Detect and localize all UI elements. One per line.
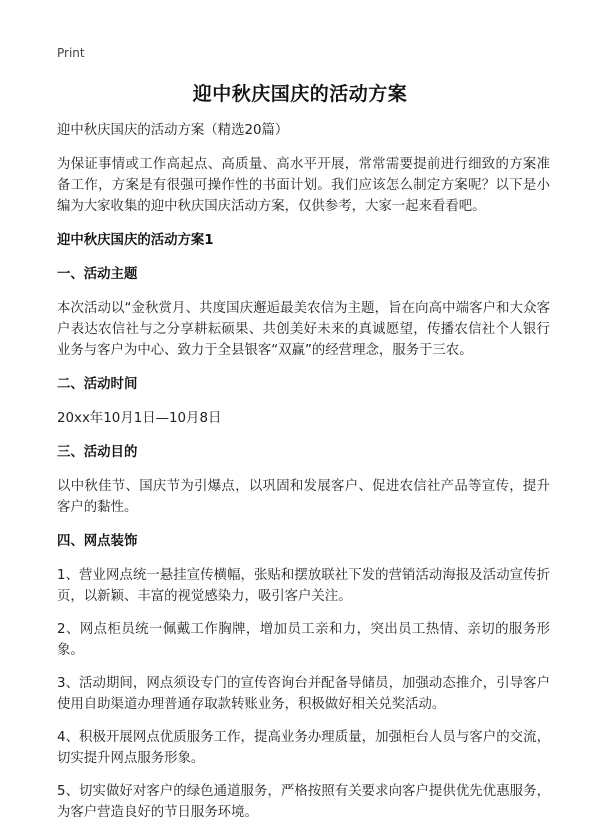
decor-item: 2、网点柜员统一佩戴工作胸牌，增加员工亲和力，突出员工热情、亲切的服务形象。	[57, 622, 550, 658]
print-link[interactable]: Print	[57, 46, 85, 60]
intro-paragraph: 为保证事情或工作高起点、高质量、高水平开展，常常需要提前进行细致的方案准备工作，方案是有很强可操作性的书面计划。我们应该怎么制定方案呢？以下是小编为大家收集的迎中秋庆国庆活动方案，仅供参考，大家一起来看看吧。	[57, 157, 550, 214]
decor-heading: 四、网点装饰	[57, 534, 138, 549]
document-subtitle: 迎中秋庆国庆的活动方案（精选20篇）	[57, 123, 289, 138]
section-title: 迎中秋庆国庆的活动方案1	[57, 233, 214, 248]
decor-item: 5、切实做好对客户的绿色通道服务，严格按照有关要求向客户提供优先优惠服务，为客户营造良好的节日服务环境。	[57, 784, 550, 820]
theme-heading: 一、活动主题	[57, 267, 138, 282]
decor-item: 3、活动期间，网点须设专门的宣传咨询台并配备导储员，加强动态推介，引导客户使用自助渠道办理普通存取款转账业务，积极做好相关兑奖活动。	[57, 676, 550, 712]
purpose-paragraph: 以中秋佳节、国庆节为引爆点，以巩固和发展客户、促进农信社产品等宣传，提升客户的黏性。	[57, 479, 550, 515]
decor-item: 4、积极开展网点优质服务工作，提高业务办理质量，加强柜台人员与客户的交流，切实提升网点服务形象。	[57, 730, 550, 766]
time-paragraph: 20xx年10月1日—10月8日	[57, 411, 222, 426]
page-title: 迎中秋庆国庆的活动方案	[192, 83, 408, 105]
time-heading: 二、活动时间	[57, 377, 138, 392]
purpose-heading: 三、活动目的	[57, 445, 138, 460]
decor-item: 1、营业网点统一悬挂宣传横幅，张贴和摆放联社下发的营销活动海报及活动宣传折页，以新颖、丰富的视觉感染力，吸引客户关注。	[57, 568, 550, 604]
document-body	[57, 120, 550, 835]
theme-paragraph: 本次活动以“金秋赏月、共度国庆邂逅最美农信为主题，旨在向高中端客户和大众客户表达农信社与之分享耕耘硕果、共创美好未来的真诚愿望，传播农信社个人银行业务与客户为中心、致力于全县银客“双赢”的经营理念，服务于三农。	[57, 301, 550, 358]
